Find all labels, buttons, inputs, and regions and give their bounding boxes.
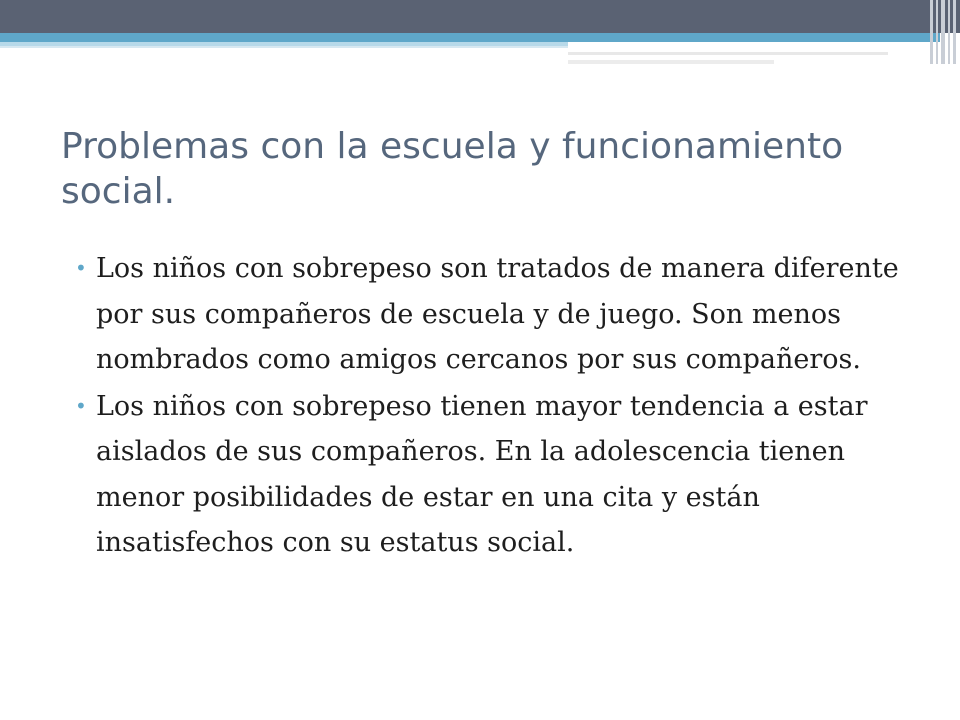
edge-stripe xyxy=(953,0,956,64)
decorative-line-right-top xyxy=(568,52,888,55)
bullet-text: Los niños con sobrepeso tienen mayor tendencia a estar aislados de sus compañeros. En la adolescencia tienen menor posibilidades de estar en una cita y están insatisfechos con su estatus social. xyxy=(96,390,868,558)
header-band xyxy=(0,0,960,33)
decorative-line-left xyxy=(0,46,568,48)
edge-stripes xyxy=(928,0,960,64)
bullet-text: Los niños con sobrepeso son tratados de manera diferente por sus compañeros de escuela y de juego. Son menos nombrados como amigos cercanos por sus compañeros. xyxy=(96,253,899,375)
edge-stripe xyxy=(936,0,938,64)
bullet-icon: • xyxy=(75,393,87,418)
edge-stripe xyxy=(930,0,933,64)
bullet-item xyxy=(75,246,935,383)
slide-title: Problemas con la escuela y funcionamiento social. xyxy=(61,126,844,212)
edge-stripe xyxy=(941,0,945,64)
bullet-icon: • xyxy=(75,256,87,280)
bullet-item xyxy=(75,384,935,566)
bullet-list xyxy=(75,246,935,567)
edge-stripe xyxy=(948,0,950,64)
accent-bar xyxy=(0,33,940,42)
decorative-line-right-bottom xyxy=(568,60,774,64)
